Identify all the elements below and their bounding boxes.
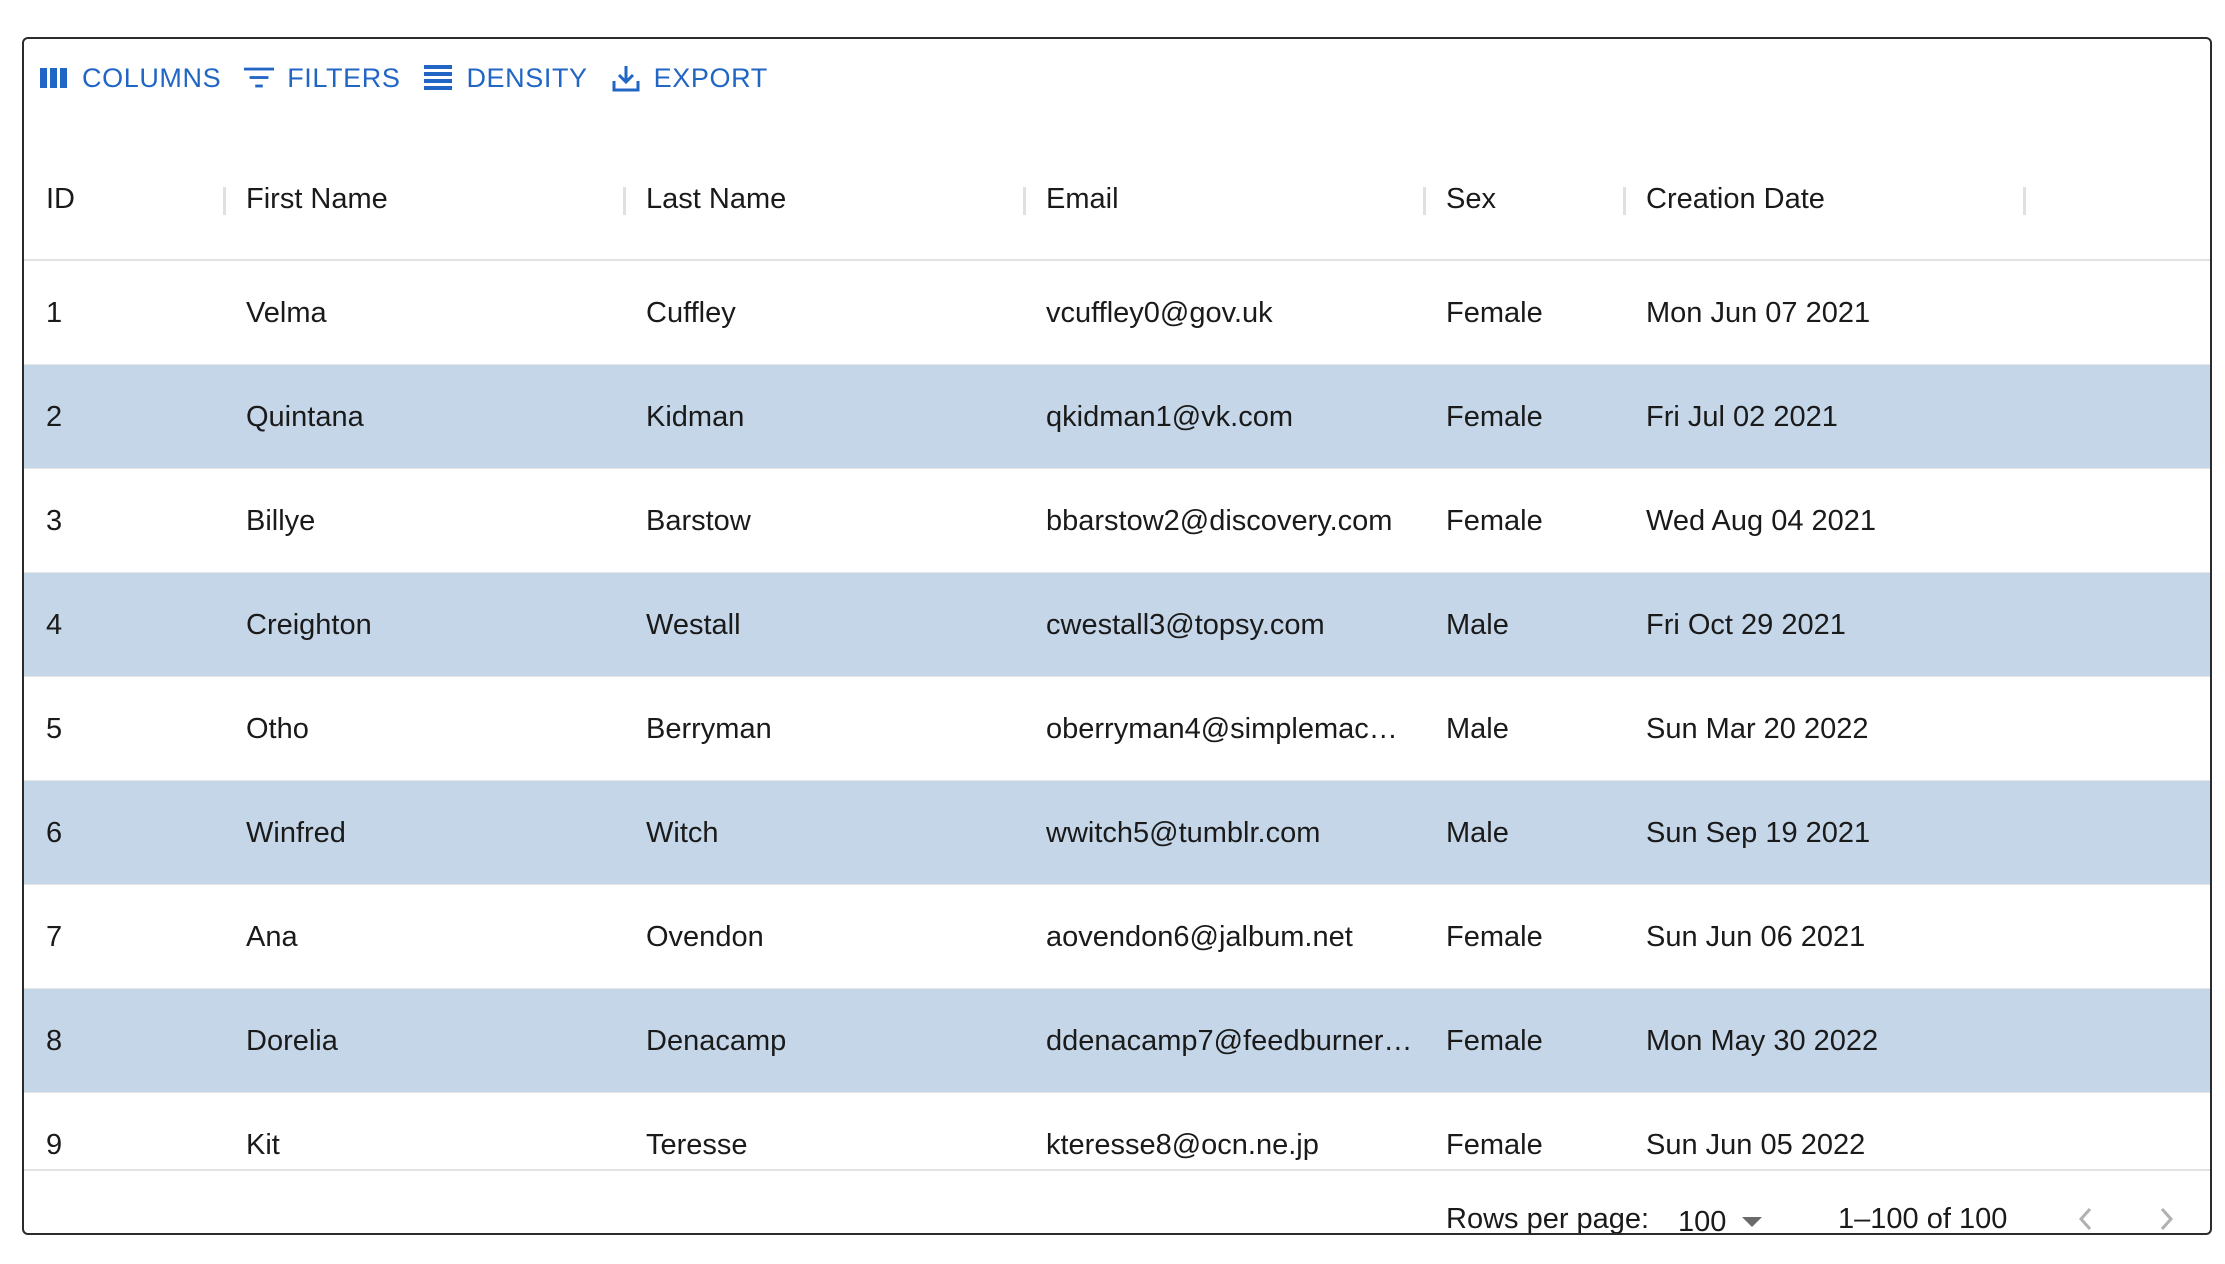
view-column-icon (38, 62, 70, 94)
cell-first-name: Velma (246, 296, 327, 329)
cell-last-name: Kidman (646, 400, 745, 433)
cell-last-name: Ovendon (646, 920, 764, 953)
cell-creation-date: Wed Aug 04 2021 (1646, 504, 1877, 537)
table-row[interactable] (24, 261, 2210, 365)
cell-sex: Female (1446, 400, 1543, 433)
chevron-right-icon (2155, 1206, 2177, 1236)
columns-button[interactable] (38, 57, 231, 99)
cell-sex: Female (1446, 504, 1543, 537)
cell-first-name: Billye (246, 504, 316, 537)
density-button[interactable] (422, 57, 597, 99)
table-row[interactable] (24, 1093, 2210, 1169)
rows-per-page-value: 100 (1678, 1205, 1727, 1235)
cell-last-name: Teresse (646, 1128, 748, 1161)
grid-footer (24, 1169, 2210, 1235)
data-grid (22, 37, 2212, 1235)
column-separator[interactable] (2023, 187, 2026, 215)
cell-id: 5 (46, 712, 63, 745)
table-row[interactable] (24, 573, 2210, 677)
cell-last-name: Barstow (646, 504, 751, 537)
cell-sex: Male (1446, 816, 1509, 849)
cell-email: qkidman1@vk.com (1046, 400, 1294, 433)
cell-sex: Female (1446, 1024, 1543, 1057)
grid-toolbar (38, 57, 790, 99)
column-separator[interactable] (1423, 187, 1426, 215)
filters-button[interactable] (243, 57, 410, 99)
cell-sex: Male (1446, 608, 1509, 641)
cell-last-name: Witch (646, 816, 719, 849)
cell-email: bbarstow2@discovery.com (1046, 504, 1393, 537)
cell-id: 1 (46, 296, 63, 329)
column-header-creation-date[interactable]: Creation Date (1646, 182, 1825, 215)
cell-first-name: Otho (246, 712, 309, 745)
grid-body (24, 261, 2210, 1169)
cell-first-name: Creighton (246, 608, 372, 641)
cell-email: cwestall3@topsy.com (1046, 608, 1325, 641)
cell-last-name: Denacamp (646, 1024, 787, 1057)
cell-first-name: Winfred (246, 816, 346, 849)
density-label: DENSITY (466, 62, 588, 93)
cell-creation-date: Mon Jun 07 2021 (1646, 296, 1871, 329)
cell-id: 3 (46, 504, 63, 537)
cell-first-name: Dorelia (246, 1024, 338, 1057)
cell-creation-date: Mon May 30 2022 (1646, 1024, 1879, 1057)
column-separator[interactable] (1023, 187, 1026, 215)
cell-creation-date: Sun Mar 20 2022 (1646, 712, 1869, 745)
download-icon (610, 62, 642, 94)
cell-email: ddenacamp7@feedburner… (1046, 1024, 1413, 1057)
table-row[interactable] (24, 365, 2210, 469)
table-row[interactable] (24, 781, 2210, 885)
rows-per-page-select[interactable] (1678, 1199, 1762, 1235)
column-header-row (24, 139, 2210, 261)
cell-email: kteresse8@ocn.ne.jp (1046, 1128, 1319, 1161)
cell-creation-date: Sun Jun 05 2022 (1646, 1128, 1866, 1161)
previous-page-button[interactable] (2062, 1197, 2110, 1235)
cell-id: 9 (46, 1128, 63, 1161)
cell-creation-date: Fri Jul 02 2021 (1646, 400, 1838, 433)
cell-sex: Female (1446, 920, 1543, 953)
cell-sex: Female (1446, 296, 1543, 329)
table-row[interactable] (24, 989, 2210, 1093)
cell-sex: Male (1446, 712, 1509, 745)
export-label: EXPORT (653, 62, 768, 93)
cell-first-name: Ana (246, 920, 298, 953)
chevron-left-icon (2075, 1206, 2097, 1236)
filter-list-icon (243, 62, 275, 94)
cell-last-name: Cuffley (646, 296, 736, 329)
cell-id: 8 (46, 1024, 63, 1057)
column-separator[interactable] (623, 187, 626, 215)
column-header-id[interactable]: ID (46, 182, 75, 215)
cell-creation-date: Sun Jun 06 2021 (1646, 920, 1866, 953)
cell-email: wwitch5@tumblr.com (1046, 816, 1321, 849)
cell-email: aovendon6@jalbum.net (1046, 920, 1353, 953)
cell-email: oberryman4@simplemac… (1046, 712, 1398, 745)
cell-id: 7 (46, 920, 63, 953)
cell-email: vcuffley0@gov.uk (1046, 296, 1273, 329)
cell-id: 2 (46, 400, 63, 433)
column-separator[interactable] (223, 187, 226, 215)
caret-down-icon (1742, 1217, 1762, 1227)
cell-first-name: Kit (246, 1128, 280, 1161)
density-icon (422, 62, 454, 94)
column-separator[interactable] (1623, 187, 1626, 215)
table-row[interactable] (24, 677, 2210, 781)
cell-creation-date: Fri Oct 29 2021 (1646, 608, 1846, 641)
cell-id: 6 (46, 816, 63, 849)
table-row[interactable] (24, 885, 2210, 989)
cell-last-name: Berryman (646, 712, 772, 745)
cell-sex: Female (1446, 1128, 1543, 1161)
column-header-first-name[interactable]: First Name (246, 182, 388, 215)
filters-label: FILTERS (287, 62, 401, 93)
column-header-sex[interactable]: Sex (1446, 182, 1496, 215)
cell-id: 4 (46, 608, 63, 641)
columns-label: COLUMNS (82, 62, 222, 93)
cell-last-name: Westall (646, 608, 741, 641)
column-header-last-name[interactable]: Last Name (646, 182, 787, 215)
cell-first-name: Quintana (246, 400, 364, 433)
pagination-range: 1–100 of 100 (1838, 1202, 2008, 1235)
column-header-email[interactable]: Email (1046, 182, 1119, 215)
cell-creation-date: Sun Sep 19 2021 (1646, 816, 1871, 849)
table-row[interactable] (24, 469, 2210, 573)
next-page-button[interactable] (2142, 1197, 2190, 1235)
rows-per-page-label: Rows per page: (1446, 1202, 1650, 1235)
export-button[interactable] (610, 57, 778, 99)
